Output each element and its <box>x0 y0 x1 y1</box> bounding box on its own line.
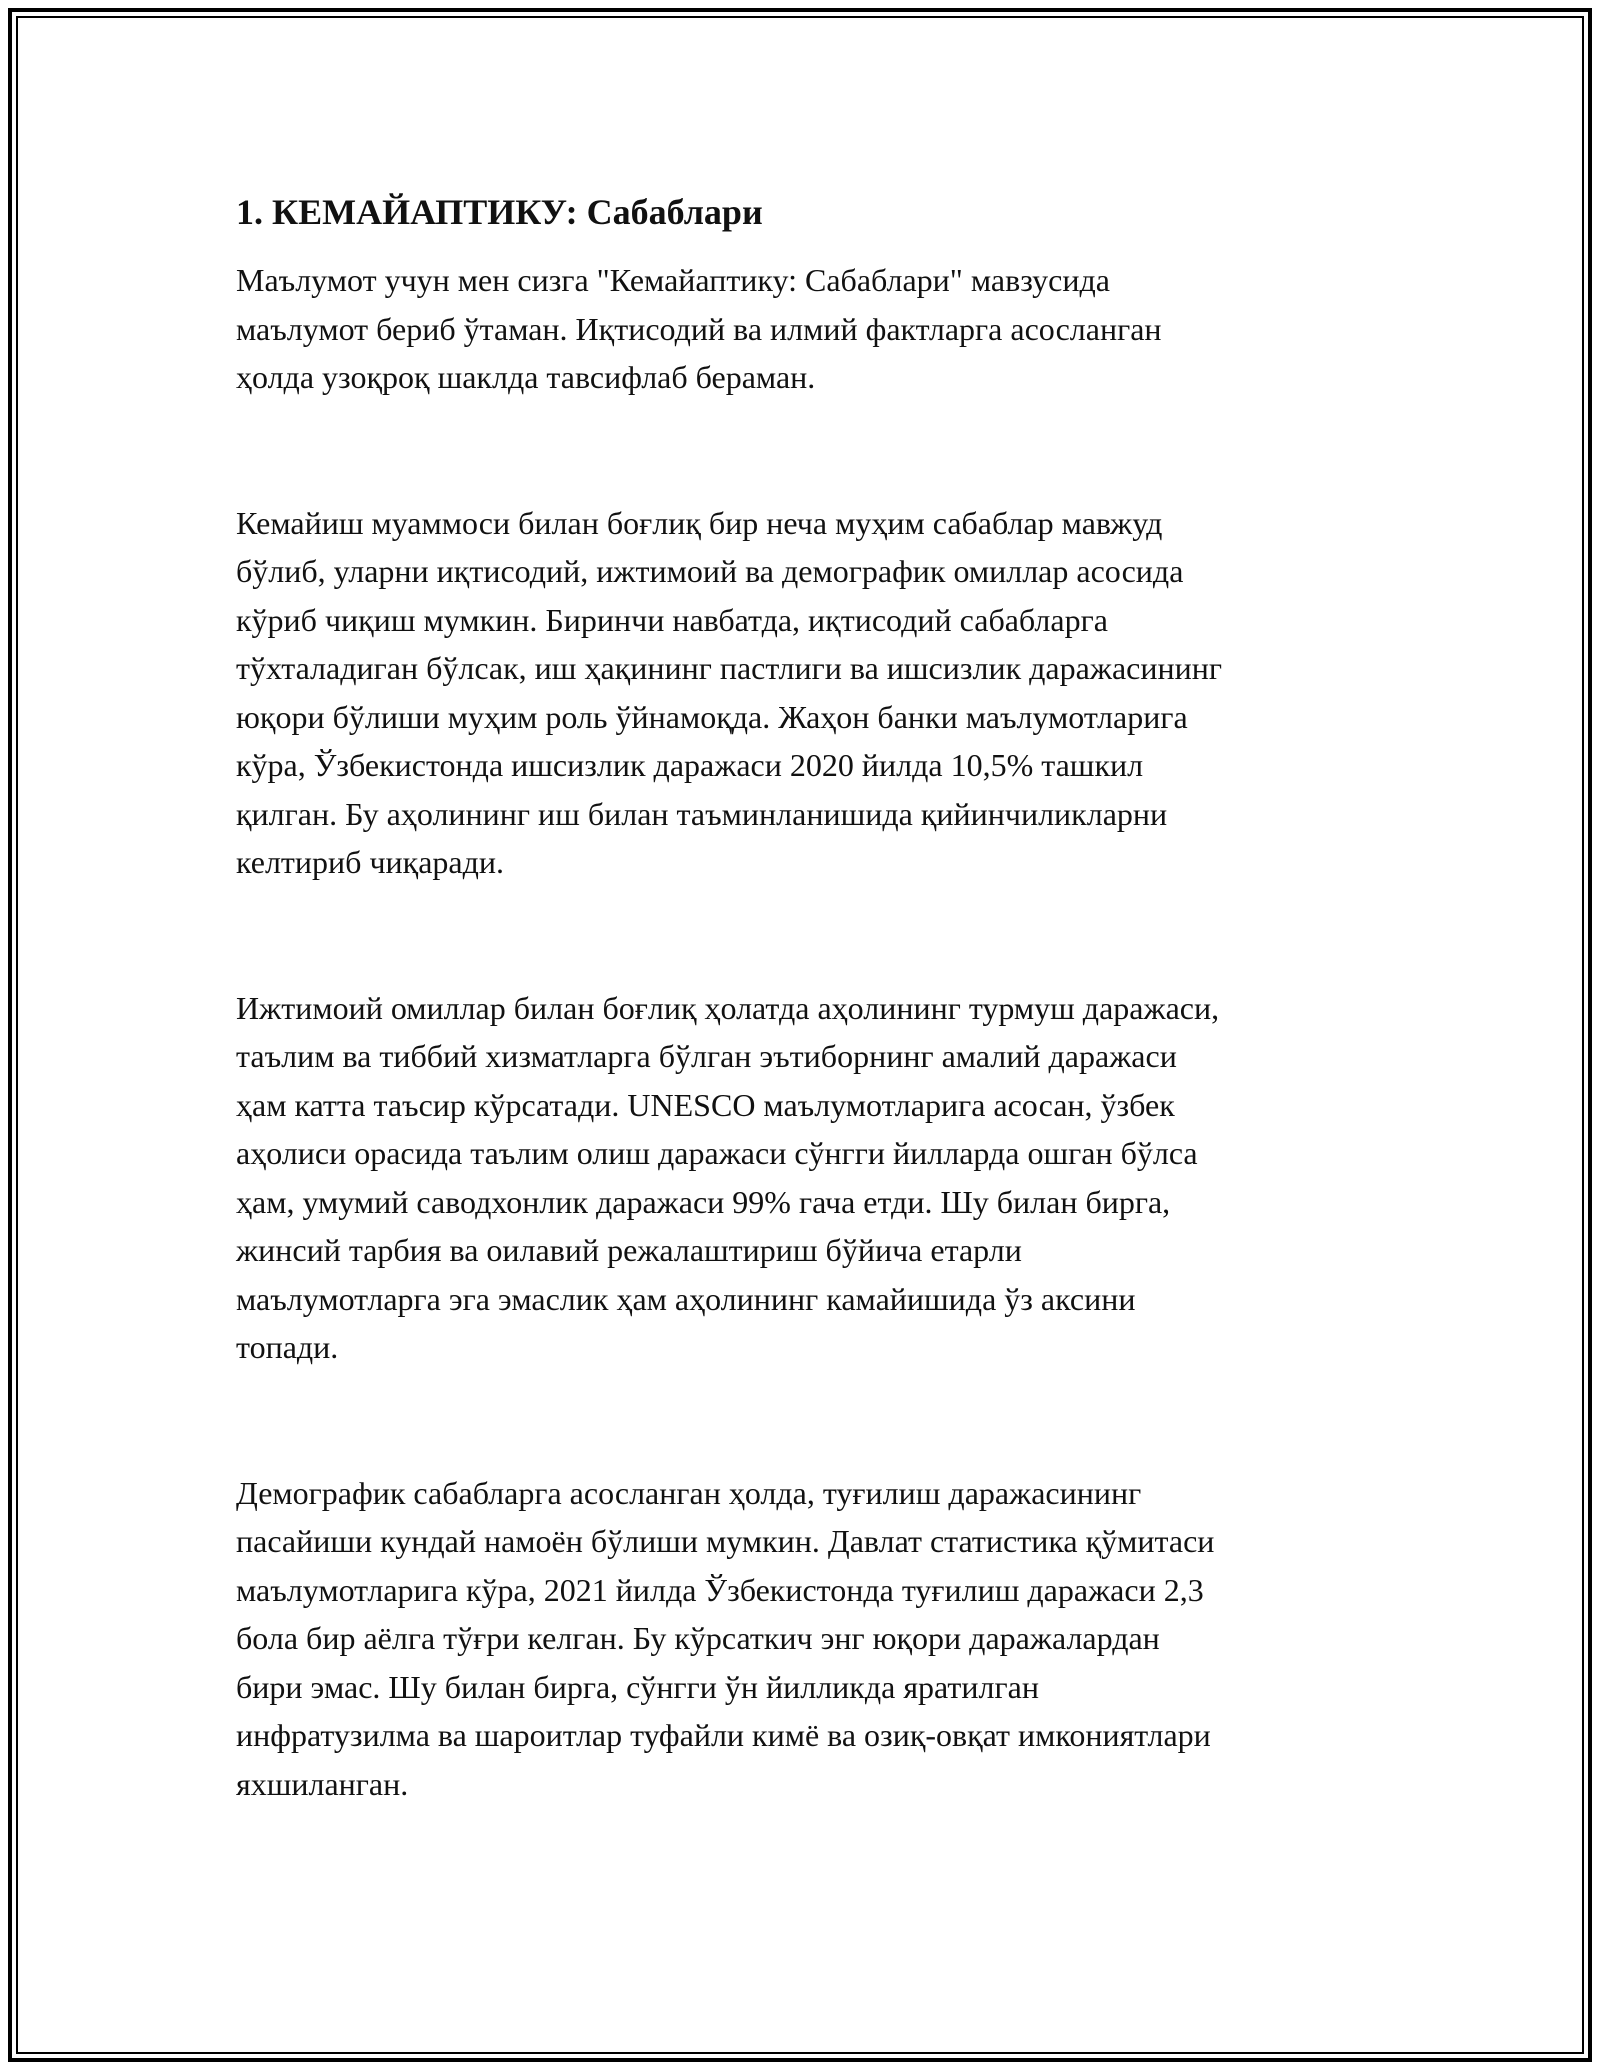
paragraph-social-factors: Ижтимоий омиллар билан боғлиқ ҳолатда аҳолининг турмуш даражаси, таълим ва тиббий хизматларга бўлган эътиборнинг амалий даражаси ҳам катта таъсир кўрсатади. UNESCO маълумотларига асосан, ўзбек аҳолиси орасида таълим олиш даражаси сўнгги йилларда ошган бўлса ҳам, умумий саводхонлик даражаси 99% гача етди. Шу билан бирга, жинсий тарбия ва оилавий режалаштириш бўйича етарли маълумотларга эга эмаслик ҳам аҳолининг камайишида ўз аксини топади. <box>236 989 1220 1365</box>
paragraph-economic-causes: Кемайиш муаммоси билан боғлиқ бир неча муҳим сабаблар мавжуд бўлиб, уларни иқтисодий, ижтимоий ва демографик омиллар асосида кўриб чиқиш мумкин. Биринчи навбатда, иқтисодий сабабларга тўхталадиган бўлсак, иш ҳақининг пастлиги ва ишсизлик даражасининг юқори бўлиши муҳим роль ўйнамоқда. Жаҳон банки маълумотларига кўра, Ўзбекистонда ишсизлик даражаси 2020 йилда 10,5% ташкил қилган. Бу аҳолининг иш билан таъминланишида қийинчиликларни келтириб чиқаради. <box>236 504 1222 880</box>
document-body <box>236 186 1386 1808</box>
paragraph-intro: Маълумот учун мен сизга "Кемайаптику: Сабаблари" мавзусида маълумот бериб ўтаман. Иқтисодий ва илмий фактларга асосланган ҳолда узоқроқ шаклда тавсифлаб бераман. <box>236 262 1162 395</box>
paragraph-demographic-causes: Демографик сабабларга асосланган ҳолда, туғилиш даражасининг пасайиши кундай намоён бўлиши мумкин. Давлат статистика қўмитаси маълумотларига кўра, 2021 йилда Ўзбекистонда туғилиш даражаси 2,3 бола бир аёлга тўғри келган. Бу кўрсаткич энг юқори даражалардан бири эмас. Шу билан бирга, сўнгги ўн йилликда яратилган инфратузилма ва шароитлар туфайли кимё ва озиқ-овқат имкониятлари яхшиланган. <box>236 1474 1215 1802</box>
section-heading: 1. КЕМАЙАПТИКУ: Сабаблари <box>236 192 763 232</box>
